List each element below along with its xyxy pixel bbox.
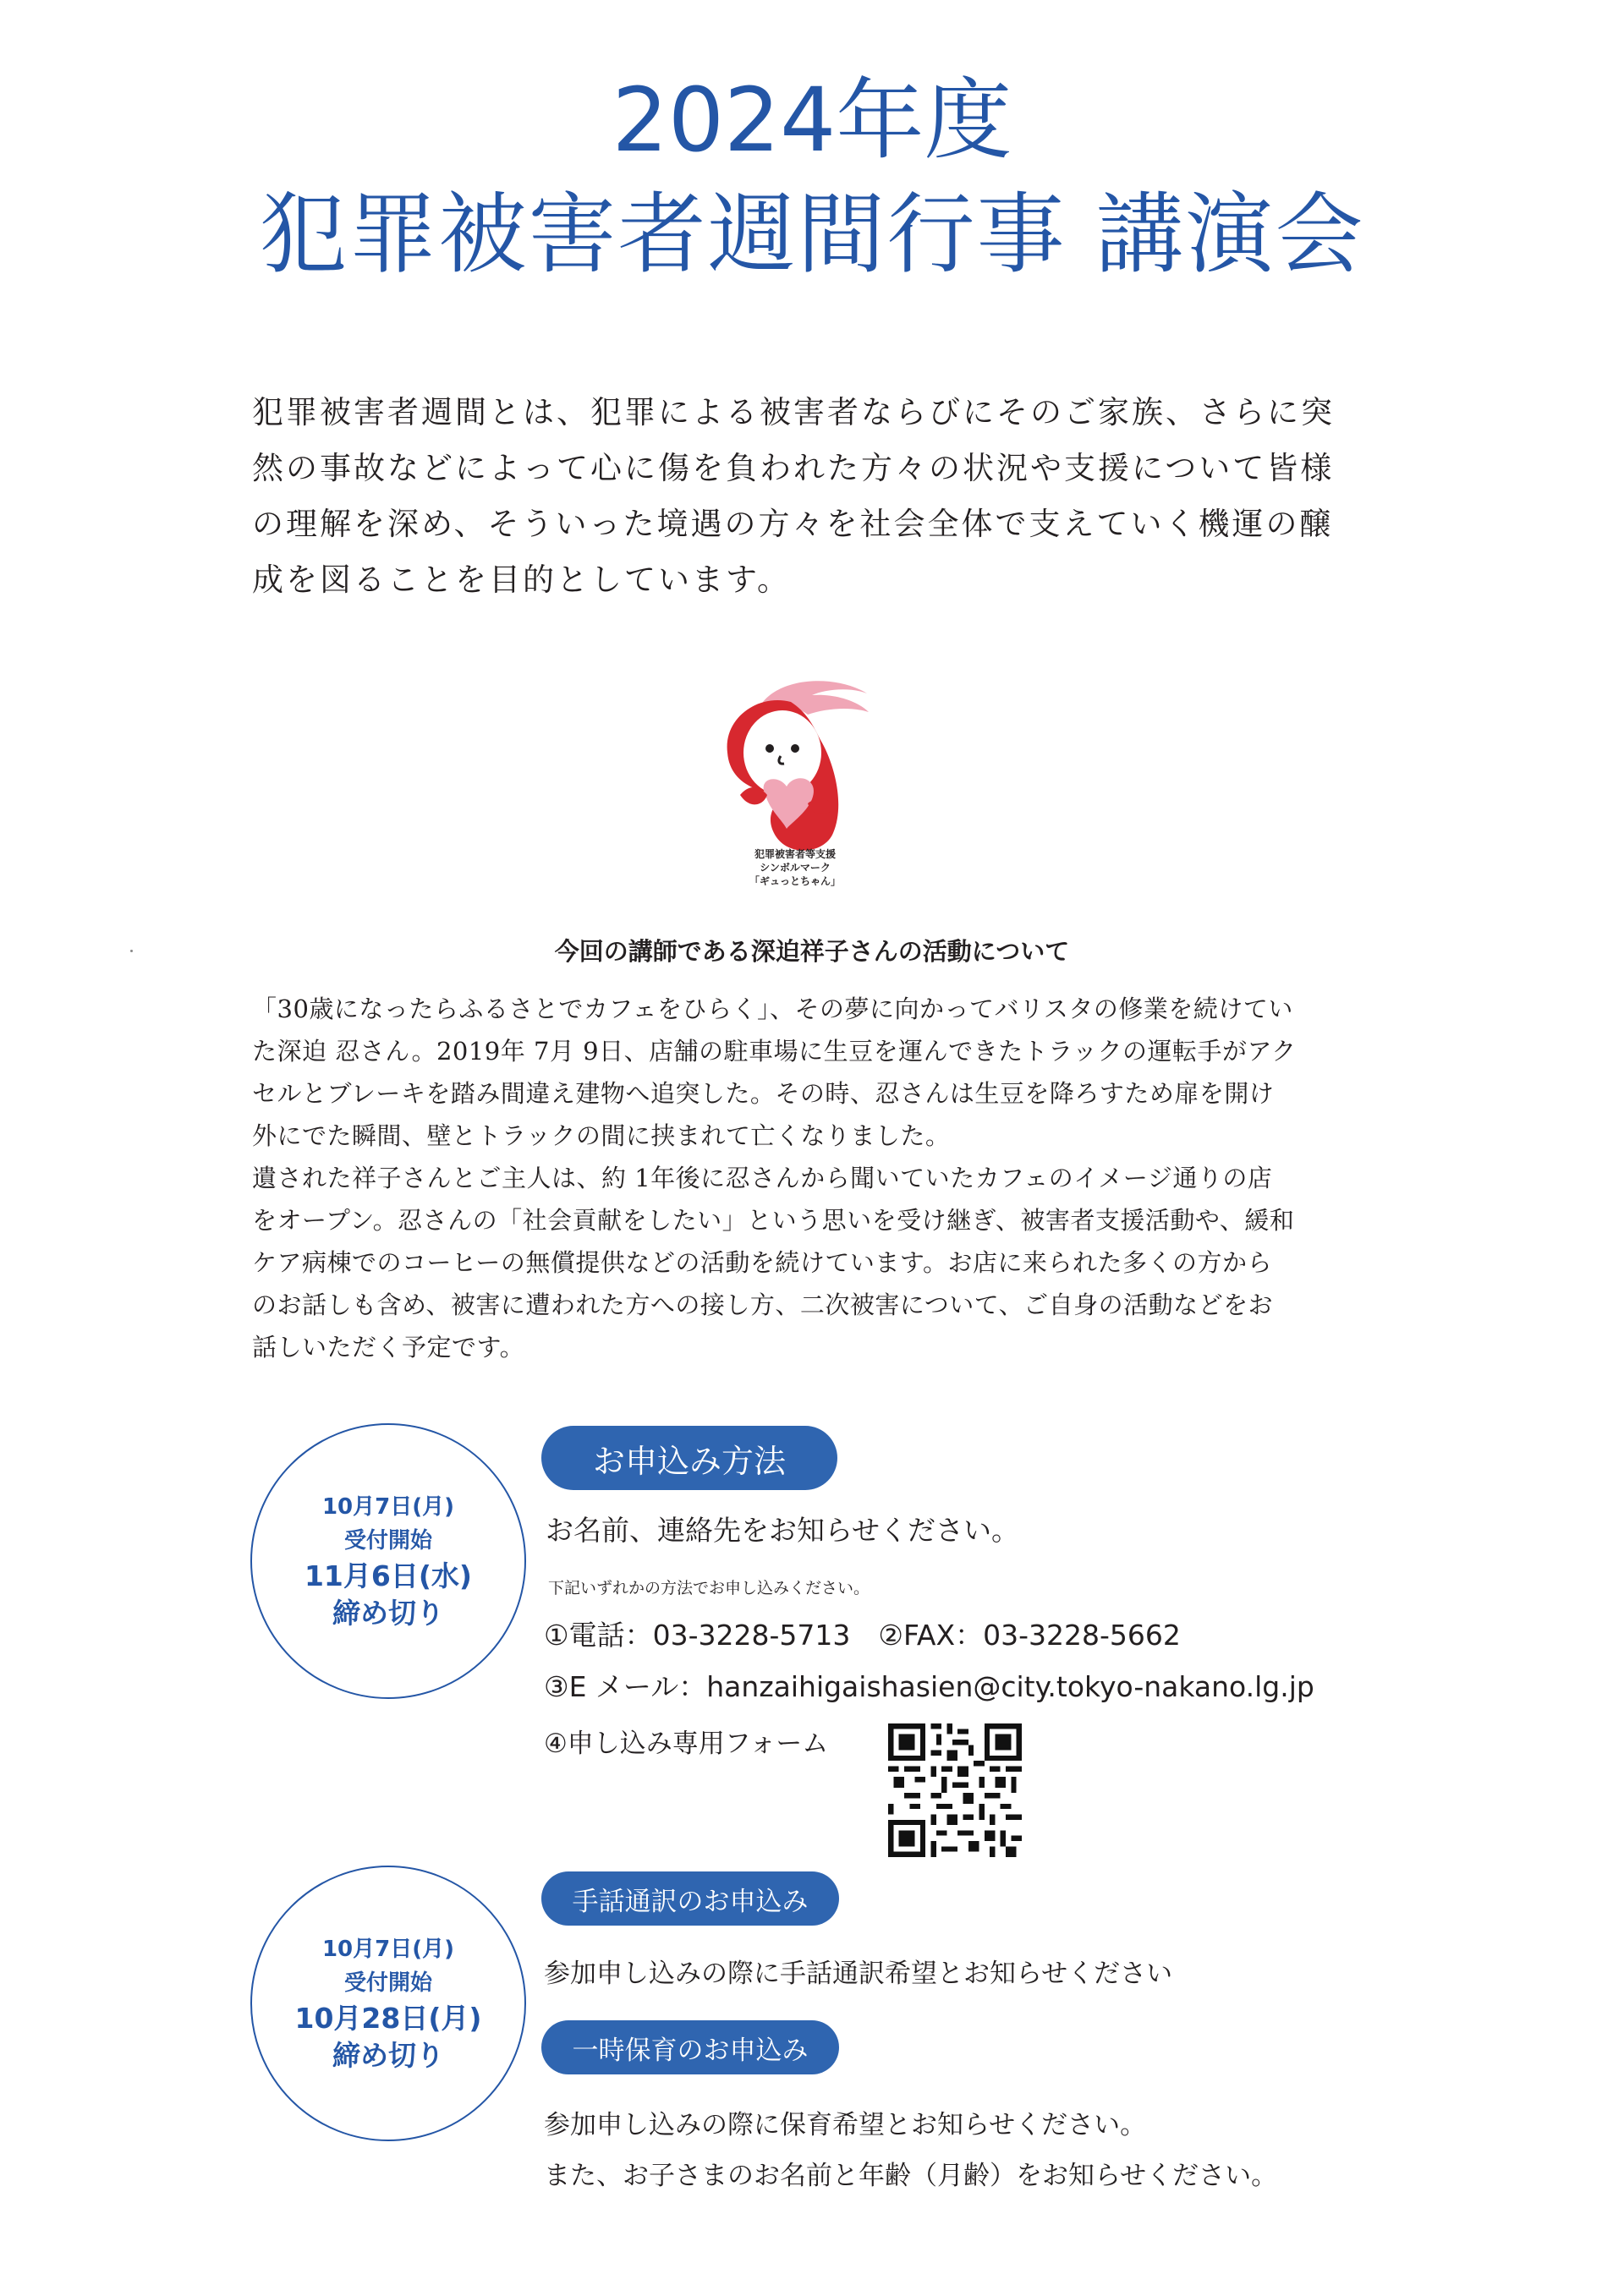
childcare-text-1: 参加申し込みの際に保育希望とお知らせください。 xyxy=(544,2110,1147,2140)
apply-note-text: 下記いずれかの方法でお申し込みください。 xyxy=(548,1579,870,1597)
speaker-line: セルとブレーキを踏み間違え建物へ追突した。その時、忍さんは生豆を降ろすため扉を開け xyxy=(252,1079,1275,1108)
sign-language-badge: 手話通訳のお申込み xyxy=(541,1871,839,1926)
apply-method-badge: お申込み方法 xyxy=(541,1426,837,1490)
form-line: ④申し込み専用フォーム xyxy=(544,1729,829,1759)
end-date: 11月6日(水) xyxy=(304,1559,473,1592)
speaker-line: た深迫 忍さん。2019年 7月 9日、店舗の駐車場に生豆を運んできたトラックの運転手がアク xyxy=(252,1037,1297,1066)
deadline-circle-application xyxy=(250,1423,526,1699)
speaker-paragraph xyxy=(252,988,1402,1368)
end-label: 締め切り xyxy=(332,1597,444,1630)
speaker-line: 遺された祥子さんとご主人は、約 1年後に忍さんから聞いていたカフェのイメージ通りの店 xyxy=(252,1164,1273,1192)
start-date: 10月7日(月) xyxy=(321,1494,455,1520)
childcare-text-2: また、お子さまのお名前と年齢（月齢）をお知らせください。 xyxy=(544,2161,1278,2191)
page-title: 犯罪被害者週間行事 講演会 xyxy=(259,183,1365,286)
end-label: 締め切り xyxy=(332,2039,444,2072)
scan-speck xyxy=(130,950,133,952)
apply-lead-text: お名前、連絡先をお知らせください。 xyxy=(546,1514,1020,1547)
speaker-line: のお話しも含め、被害に遭われた方への接し方、二次被害について、ご自身の活動などをお xyxy=(252,1290,1274,1319)
speaker-line: 話しいただく予定です。 xyxy=(252,1333,525,1362)
start-date: 10月7日(月) xyxy=(321,1937,455,1962)
speaker-line: 外にでた瞬間、壁とトラックの間に挟まれて亡くなりました。 xyxy=(252,1121,951,1150)
speaker-heading: 今回の講師である深迫祥子さんの活動について xyxy=(554,937,1070,966)
childcare-badge: 一時保育のお申込み xyxy=(541,2020,839,2074)
title-year: 2024年度 xyxy=(612,68,1012,172)
phone-fax-line: ①電話：03-3228-5713 ②FAX：03-3228-5662 xyxy=(544,1619,1181,1652)
email-line: ③E メール：hanzaihigaishasien@city.tokyo-nakano.lg.jp xyxy=(544,1670,1314,1703)
deadline-circle-support xyxy=(250,1866,526,2141)
intro-paragraph xyxy=(252,385,1385,608)
logo-caption-2: シンボルマーク xyxy=(760,862,831,874)
intro-line: の理解を深め、そういった境遇の方々を社会全体で支えていく機運の醸 xyxy=(252,506,1334,542)
intro-line: 成を図ることを目的としています。 xyxy=(252,562,792,598)
speaker-line: ケア病棟でのコーヒーの無償提供などの活動を続けています。お店に来られた多くの方から xyxy=(252,1248,1273,1277)
intro-line: 然の事故などによって心に傷を負われた方々の状況や支援について皆様 xyxy=(252,450,1335,486)
logo-caption-3: 「ギュっとちゃん」 xyxy=(749,875,841,887)
logo-caption-1: 犯罪被害者等支援 xyxy=(754,848,836,860)
speaker-line: をオープン。忍さんの「社会貢献をしたい」という思いを受け継ぎ、被害者支援活動や、緩和 xyxy=(252,1206,1295,1235)
start-label: 受付開始 xyxy=(343,1528,432,1553)
start-label: 受付開始 xyxy=(343,1970,432,1996)
qr-code-icon[interactable] xyxy=(888,1723,1022,1857)
sign-language-text: 参加申し込みの際に手話通訳希望とお知らせください xyxy=(544,1959,1173,1989)
end-date: 10月28日(月) xyxy=(294,2002,482,2035)
intro-line: 犯罪被害者週間とは、犯罪による被害者ならびにそのご家族、さらに突 xyxy=(252,394,1335,430)
speaker-line: 「30歳になったらふるさとでカフェをひらく」、その夢に向かってバリスタの修業を続けてい xyxy=(252,995,1293,1023)
